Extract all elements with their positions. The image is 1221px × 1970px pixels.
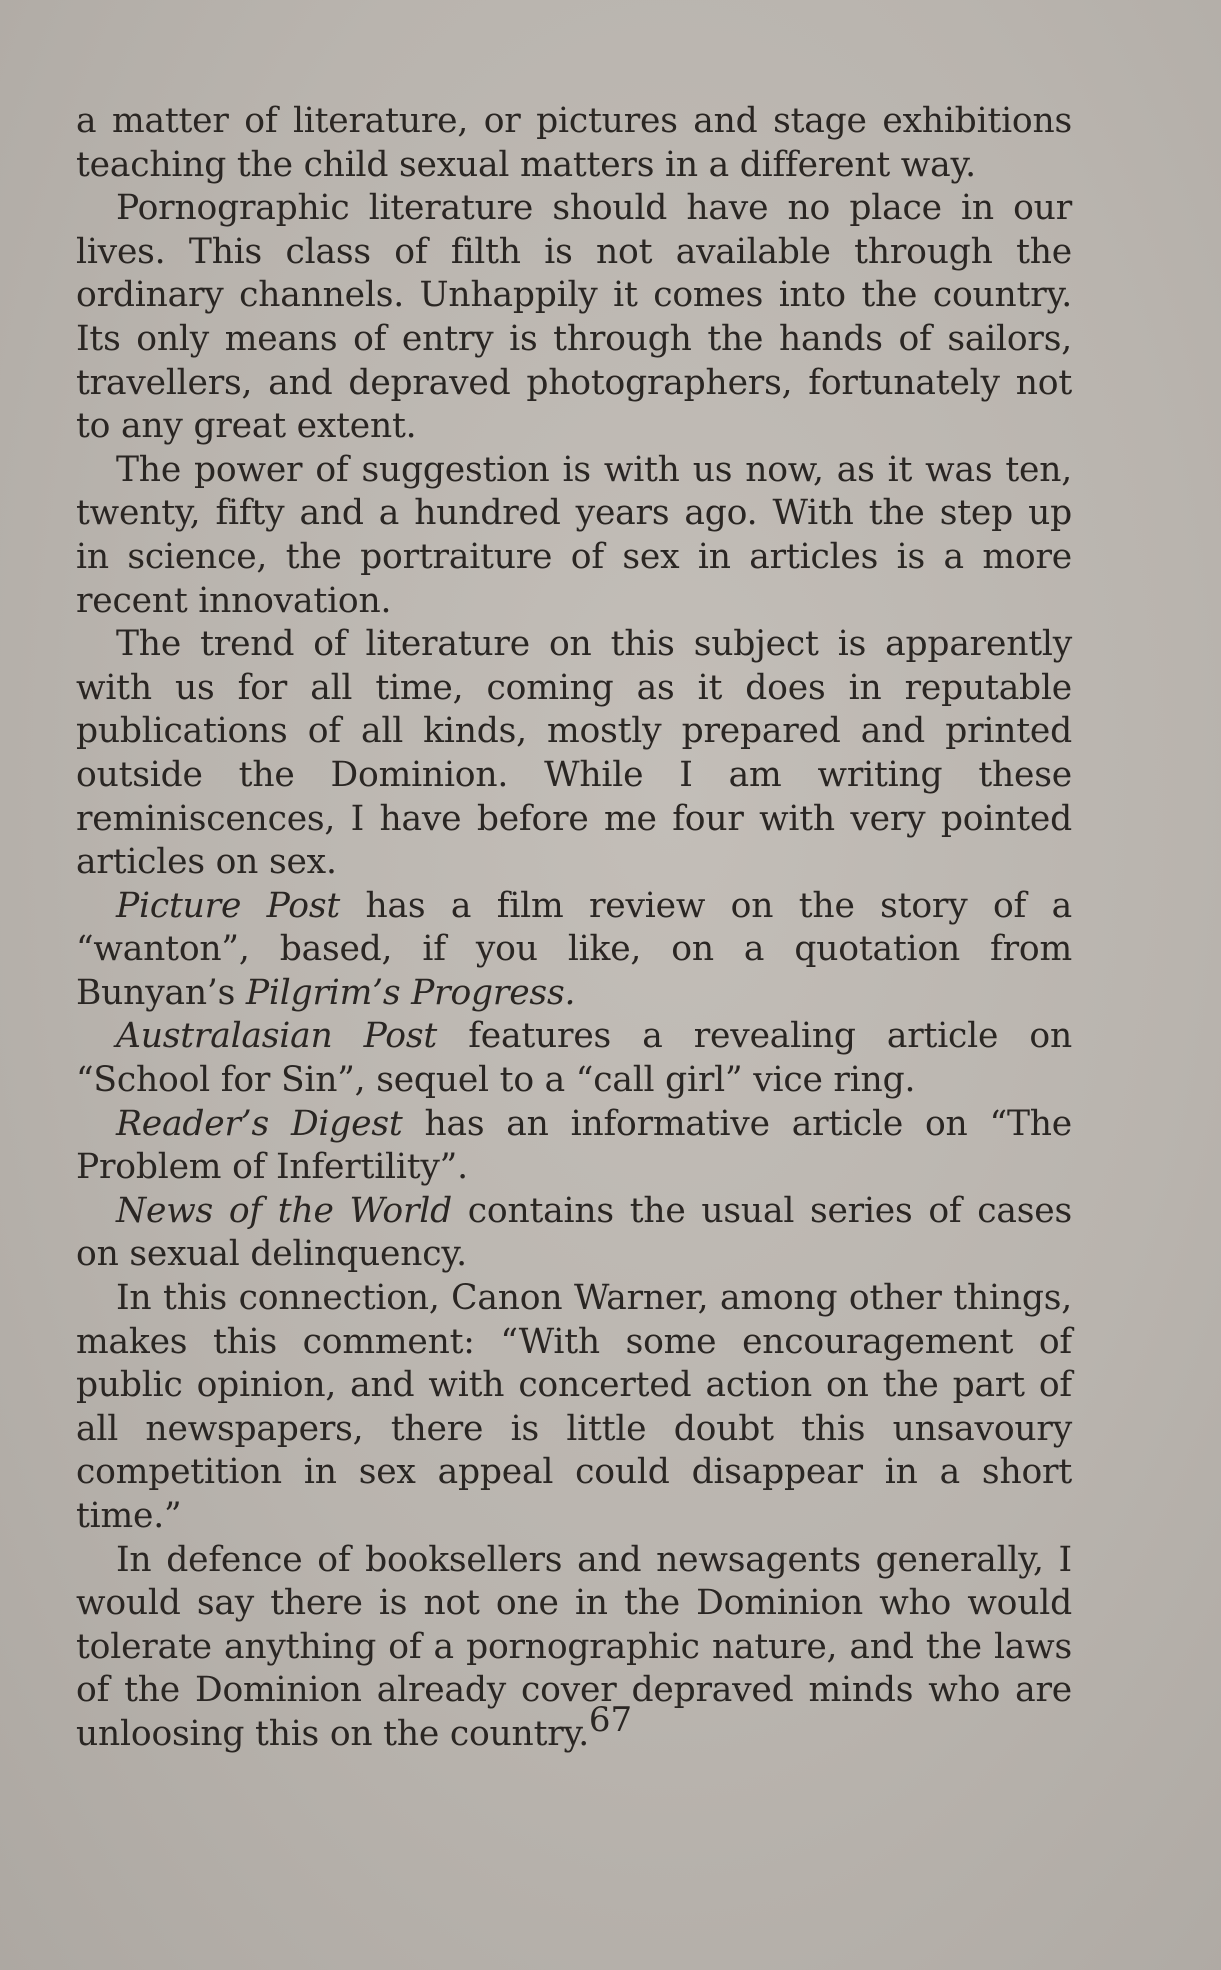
publication-title: Picture Post	[116, 885, 341, 926]
page-number: 67	[588, 1700, 633, 1740]
paragraph-text: has an informative article on “The Problem of Infertility”.	[76, 1103, 1072, 1188]
paragraph	[76, 1190, 1072, 1277]
paragraph	[76, 1015, 1072, 1102]
publication-title: Pilgrim’s Progress.	[245, 972, 576, 1013]
paragraph-text: The power of suggestion is with us now, as it was ten, twenty, fifty and a hundred years ago. With the step up in science, the portraiture of sex in articles is a more recent innovation.	[76, 449, 1072, 621]
publication-title: News of the World	[116, 1190, 452, 1231]
paragraph	[76, 1277, 1072, 1539]
paragraph-text: features a revealing article on “School for Sin”, sequel to a “call girl” vice ring.	[76, 1016, 1072, 1101]
paragraph	[76, 1103, 1072, 1190]
paragraph	[76, 187, 1072, 449]
paragraph-text: Pornographic literature should have no place in our lives. This class of filth is not available through the ordinary channels. Unhappily it comes into the country. Its only means of entry is through the hands of sailors, travellers, and depraved photographers, fortunately not to any great extent.	[76, 188, 1072, 447]
body-text	[76, 100, 1072, 1757]
publication-title: Australasian Post	[116, 1016, 438, 1057]
paragraph	[76, 885, 1072, 1016]
paragraph-text: In this connection, Canon Warner, among other things, makes this comment: “With some encouragement of public opinion, and with concerted action on the part of all newspapers, there is little doubt this unsavoury competition in sex appeal could disappear in a short time.”	[76, 1278, 1072, 1536]
publication-title: Reader’s Digest	[116, 1103, 403, 1144]
paragraph	[76, 623, 1072, 885]
paragraph	[76, 100, 1072, 187]
paragraph-text: In defence of booksellers and newsagents generally, I would say there is not one in the Dominion who would tolerate anything of a pornographic nature, and the laws of the Dominion already cover depraved minds who are unloosing this on the country.	[76, 1539, 1072, 1754]
paragraph-text: contains the usual series of cases on sexual delinquency.	[76, 1190, 1072, 1275]
paragraph-text: has a film review on the story of a “wanton”, based, if you like, on a quotation from Bunyan’s	[76, 885, 1072, 1013]
paragraph	[76, 449, 1072, 623]
paragraph-text: a matter of literature, or pictures and stage exhibitions teaching the child sexual matters in a different way.	[76, 101, 1072, 185]
paragraph-text: The trend of literature on this subject is apparently with us for all time, coming as it does in reputable publications of all kinds, mostly prepared and printed outside the Dominion. While I am writing these reminiscences, I have before me four with very pointed articles on sex.	[76, 624, 1072, 883]
